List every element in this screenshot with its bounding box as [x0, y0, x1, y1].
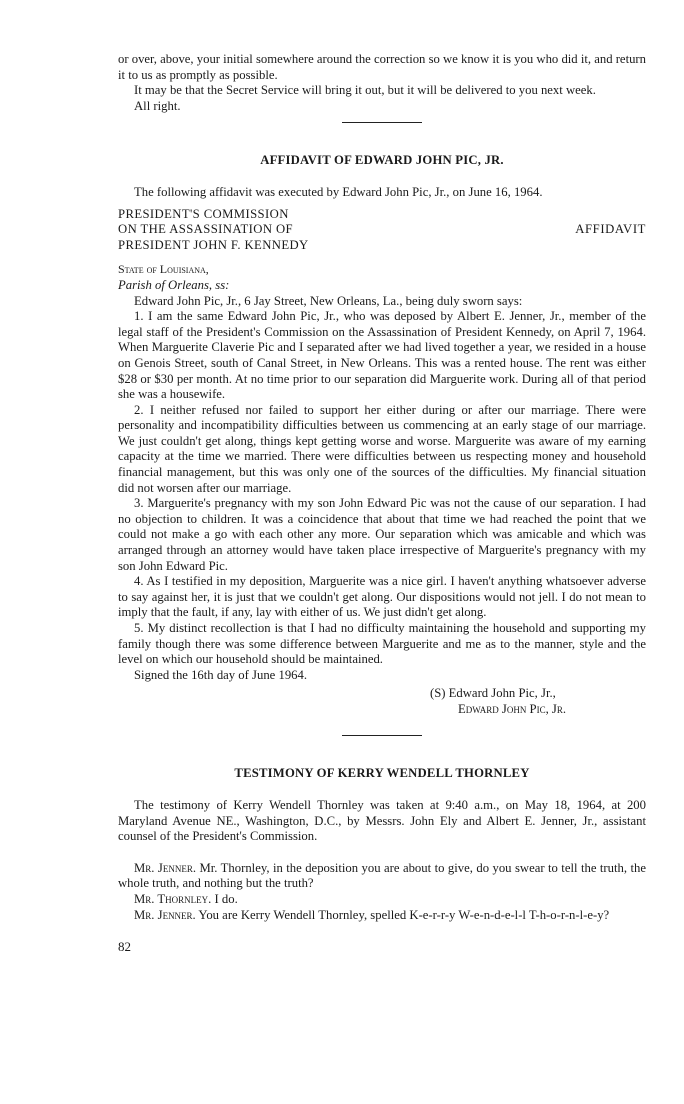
signed-date: Signed the 16th day of June 1964. [134, 667, 308, 682]
affidavit-paragraph-3: 3. Marguerite's pregnancy with my son John Edward Pic was not the cause of our separation. I had no objection to children. It was a coincidence that about that time we had reached the point that we could not make a go with each other any more. Our separation which was amicable and which was arranged through an attorney would have taken place irrespective of Marguerite's pregnancy with my son John Edward Pic. [118, 496, 646, 573]
section-divider-2 [342, 735, 422, 736]
all-right-line: All right. [134, 98, 181, 113]
speaker-name: Mr. Thornley. [134, 891, 212, 906]
affidavit-paragraph-2: 2. I neither refused nor failed to support her either during or after our marriage. There were personality and incompatibility difficulties between us commencing at an early stage of our marriage. We just couldn't get along, things kept getting worse and worse. Marguerite was aware of my earning capacity at the time we married. There were difficulties between us respecting money and household financial management, but this was only one of the sources of the difficulties. My financial situation did not worsen after our marriage. [118, 402, 646, 495]
commission-line-2: ON THE ASSASSINATION OF [118, 222, 293, 237]
affidavit-label: AFFIDAVIT [575, 221, 646, 236]
speaker-name: Mr. Jenner. [134, 907, 196, 922]
testimony-dialog [118, 861, 646, 923]
speech-text: Mr. Thornley, in the deposition you are about to give, do you swear to tell the truth, the whole truth, and nothing but the truth? [118, 860, 646, 891]
speech-text: I do. [211, 891, 238, 906]
page-number: 82 [118, 939, 131, 955]
secret-service-paragraph: It may be that the Secret Service will bring it out, but it will be delivered to you next week. [134, 83, 596, 98]
signature-block [118, 685, 646, 717]
speaker-name: Mr. Jenner. [134, 860, 197, 875]
section-divider [342, 122, 422, 123]
testimony-intro: The testimony of Kerry Wendell Thornley was taken at 9:40 a.m., on May 18, 1964, at 200 Maryland Avenue NE., Washington, D.C., by Messrs. John Ely and Albert E. Jenner, Jr., assistant counsel of the President's Commission. [118, 797, 646, 844]
document-page [118, 52, 646, 955]
affidavit-paragraph-5: 5. My distinct recollection is that I had no difficulty maintaining the household and supporting my family though there was some difference between Marguerite and me as to the manner, style and the level on which our household should be maintained. [118, 621, 646, 667]
affidavit-paragraph-4: 4. As I testified in my deposition, Marguerite was a nice girl. I haven't anything whatsoever adverse to say against her, it is just that we couldn't get along. Our dispositions would not jell. I do not mean to imply that the fault, if any, lay with either of us. We just didn't get along. [118, 574, 646, 620]
affidavit-paragraph-1: 1. I am the same Edward John Pic, Jr., who was deposed by Albert E. Jenner, Jr., member of the legal staff of the President's Commission on the Assassination of President Kennedy, on April 7, 1964. When Marguerite Claverie Pic and I separated after we had lived together a year, we resided in a house on Genois Street, south of Canal Street, in New Orleans. This was a rented house. The rent was either $28 or $30 per month. At no time prior to our separation did Marguerite work. During all of that period she was a housewife. [118, 309, 646, 402]
venue-parish: Parish of Orleans, ss: [118, 277, 230, 292]
dialog-line [118, 861, 646, 892]
dialog-line [118, 892, 646, 908]
venue-state: State of Louisiana, [118, 262, 209, 277]
testimony-heading: TESTIMONY OF KERRY WENDELL THORNLEY [234, 766, 530, 781]
dialog-line [118, 908, 646, 924]
affidavit-intro: The following affidavit was executed by Edward John Pic, Jr., on June 16, 1964. [134, 184, 543, 199]
signature-line: (S) Edward John Pic, Jr., [430, 686, 556, 701]
continuation-paragraph: or over, above, your initial somewhere around the correction so we know it is you who did it, and return it to us as promptly as possible. [118, 52, 647, 82]
affidavit-heading: AFFIDAVIT OF EDWARD JOHN PIC, JR. [260, 153, 504, 168]
commission-caption [118, 207, 646, 254]
signature-name: Edward John Pic, Jr. [458, 702, 567, 717]
commission-name [118, 207, 309, 254]
commission-line-3: PRESIDENT JOHN F. KENNEDY [118, 237, 309, 252]
commission-line-1: PRESIDENT'S COMMISSION [118, 206, 289, 221]
speech-text: You are Kerry Wendell Thornley, spelled K-e-r-r-y W-e-n-d-e-l-l T-h-o-r-n-l-e-y? [195, 907, 610, 922]
sworn-statement: Edward John Pic, Jr., 6 Jay Street, New Orleans, La., being duly sworn says: [134, 293, 523, 308]
